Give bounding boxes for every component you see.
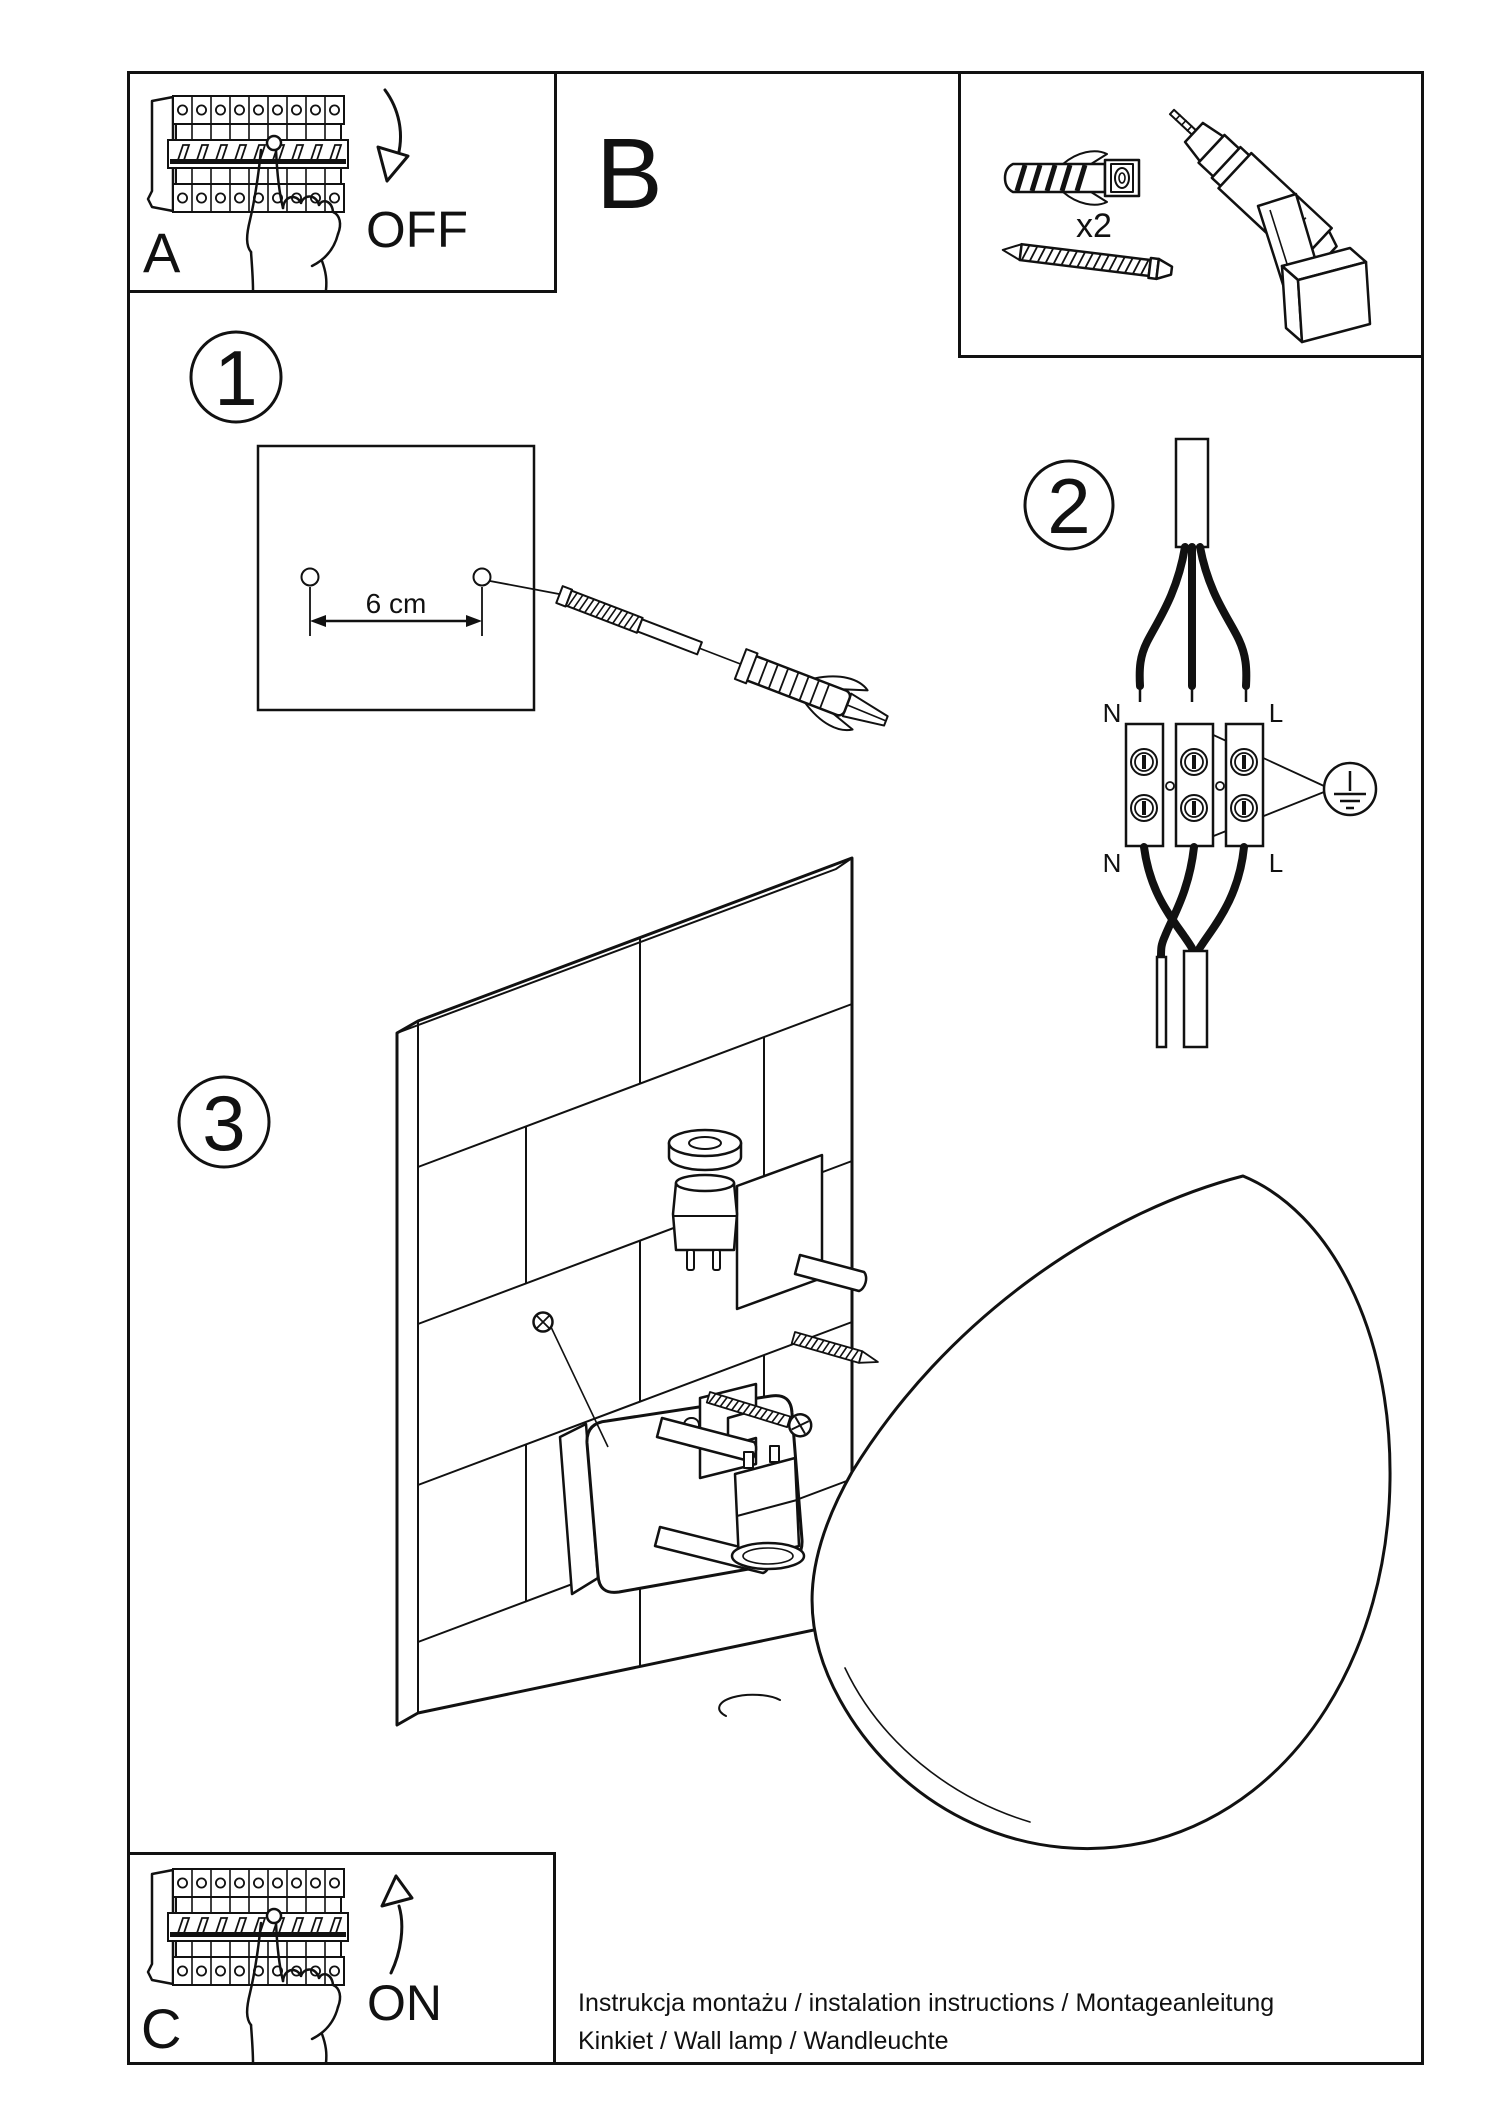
ground-symbol <box>1324 763 1376 815</box>
screw-and-anchor <box>550 571 895 744</box>
hole-spacing-label: 6 cm <box>365 588 427 619</box>
off-label: OFF <box>366 201 468 258</box>
footer-line-1: Instrukcja montażu / instalation instructions / Montageanleitung <box>578 1989 1275 2017</box>
step-3-mounting <box>179 858 1390 1849</box>
step-1-number: 1 <box>214 334 258 422</box>
hardware-quantity-label: x2 <box>1076 207 1112 245</box>
terminal-cell <box>1226 724 1263 846</box>
footer-line-2: Kinkiet / Wall lamp / Wandleuchte <box>578 2027 949 2055</box>
footer <box>578 1989 1274 2055</box>
panel-a-power-off <box>129 73 556 292</box>
wall-mark-arc <box>719 1695 780 1716</box>
lamp-socket <box>669 1130 741 1270</box>
panel-c-label: C <box>141 1997 182 2060</box>
label-n-top: N <box>1102 698 1122 728</box>
step-1-drill-holes <box>191 332 895 744</box>
step-2-wiring <box>1025 439 1376 1047</box>
label-n-bottom: N <box>1102 848 1122 878</box>
panel-a-label: A <box>143 221 181 284</box>
panel-c-power-on <box>129 1854 555 2064</box>
terminal-cell <box>1126 724 1163 846</box>
mains-cable <box>1140 439 1247 702</box>
label-l-top: L <box>1268 698 1284 728</box>
drill-template-square <box>258 446 534 710</box>
panel-b-label: B <box>596 118 663 230</box>
lamp-shade <box>812 1176 1390 1849</box>
panel-b-hardware <box>596 73 1423 357</box>
on-label: ON <box>367 1975 442 2031</box>
lamp-wires <box>1144 847 1244 1047</box>
step-2-number: 2 <box>1047 462 1091 550</box>
terminal-cell <box>1176 724 1213 846</box>
terminal-block <box>1126 724 1263 846</box>
label-l-bottom: L <box>1268 848 1284 878</box>
step-3-number: 3 <box>202 1079 246 1167</box>
